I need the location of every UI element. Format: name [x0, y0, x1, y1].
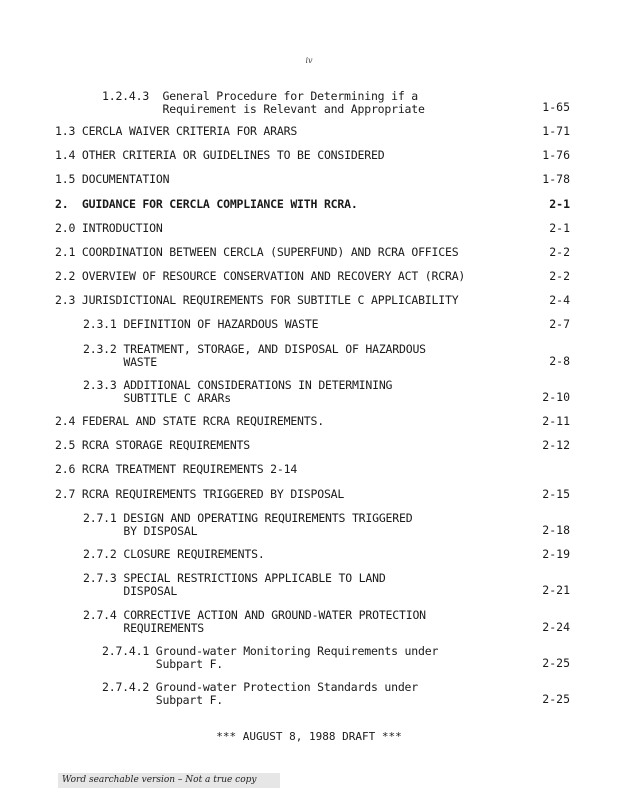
toc-entry-label: 2.3.1 DEFINITION OF HAZARDOUS WASTE: [83, 317, 319, 331]
toc-entry-page: 2-11: [542, 414, 570, 428]
toc-entry-page: 2-1: [549, 197, 570, 211]
toc-entry-page: 2-15: [542, 487, 570, 501]
toc-entry-label: 1.4 OTHER CRITERIA OR GUIDELINES TO BE CONSIDERED: [55, 148, 385, 162]
toc-entry-label: 2.3 JURISDICTIONAL REQUIREMENTS FOR SUBTITLE C APPLICABILITY: [55, 293, 459, 307]
toc-entry-label: 1.3 CERCLA WAIVER CRITERIA FOR ARARS: [55, 124, 298, 138]
toc-entry-label: 2.6 RCRA TREATMENT REQUIREMENTS 2-14: [55, 462, 298, 476]
toc-entry-label: 2.7.4.2 Ground-water Protection Standards under Subpart F.: [102, 680, 419, 707]
watermark-stamp: Word searchable version – Not a true copy: [58, 773, 280, 788]
toc-entry-page: 1-78: [542, 172, 570, 186]
toc-entry-label: 2.7.2 CLOSURE REQUIREMENTS.: [83, 547, 265, 561]
toc-entry-page: 2-21: [542, 583, 570, 597]
toc-entry-page: 2-18: [542, 523, 570, 537]
toc-entry-page: 2-7: [549, 317, 570, 331]
toc-entry-label: 2.7 RCRA REQUIREMENTS TRIGGERED BY DISPOSAL: [55, 487, 345, 501]
toc-entry-page: 1-65: [542, 100, 570, 114]
toc-entry-label: 2.1 COORDINATION BETWEEN CERCLA (SUPERFUND) AND RCRA OFFICES: [55, 245, 459, 259]
toc-entry-label: 2.3.2 TREATMENT, STORAGE, AND DISPOSAL OF HAZARDOUS WASTE: [83, 342, 426, 369]
page-number: iv: [305, 56, 313, 65]
toc-entry-label: 2.4 FEDERAL AND STATE RCRA REQUIREMENTS.: [55, 414, 324, 428]
toc-entry-page: 2-4: [549, 293, 570, 307]
toc-entry-label: 2.3.3 ADDITIONAL CONSIDERATIONS IN DETERMINING SUBTITLE C ARARs: [83, 378, 393, 405]
toc-entry-label: 2.5 RCRA STORAGE REQUIREMENTS: [55, 438, 250, 452]
toc-entry-label: 1.2.4.3 General Procedure for Determining if a Requirement is Relevant and Appropriate: [102, 89, 425, 116]
toc-entry-page: 2-8: [549, 354, 570, 368]
toc-entry-label: 2.0 INTRODUCTION: [55, 221, 163, 235]
toc-entry-page: 2-1: [549, 221, 570, 235]
toc-entry-page: 2-2: [549, 269, 570, 283]
toc-entry-label: 1.5 DOCUMENTATION: [55, 172, 170, 186]
toc-entry-page: 2-25: [542, 656, 570, 670]
toc-entry-label: 2.7.4.1 Ground-water Monitoring Requirements under Subpart F.: [102, 644, 439, 671]
toc-entry-page: 2-2: [549, 245, 570, 259]
toc-entry-page: 2-25: [542, 692, 570, 706]
toc-entry-page: 2-24: [542, 620, 570, 634]
toc-entry-label: 2. GUIDANCE FOR CERCLA COMPLIANCE WITH RCRA.: [55, 197, 358, 211]
toc-entry-page: 1-76: [542, 148, 570, 162]
toc-entry-label: 2.7.4 CORRECTIVE ACTION AND GROUND-WATER PROTECTION REQUIREMENTS: [83, 608, 426, 635]
toc-entry-label: 2.7.1 DESIGN AND OPERATING REQUIREMENTS TRIGGERED BY DISPOSAL: [83, 511, 413, 538]
toc-entry-page: 1-71: [542, 124, 570, 138]
toc-entry-label: 2.2 OVERVIEW OF RESOURCE CONSERVATION AND RECOVERY ACT (RCRA): [55, 269, 466, 283]
toc-entry-label: 2.7.3 SPECIAL RESTRICTIONS APPLICABLE TO LAND DISPOSAL: [83, 571, 386, 598]
toc-entry-page: 2-19: [542, 547, 570, 561]
toc-entry-page: 2-12: [542, 438, 570, 452]
draft-date-footer: *** AUGUST 8, 1988 DRAFT ***: [216, 730, 402, 743]
toc-entry-page: 2-10: [542, 390, 570, 404]
